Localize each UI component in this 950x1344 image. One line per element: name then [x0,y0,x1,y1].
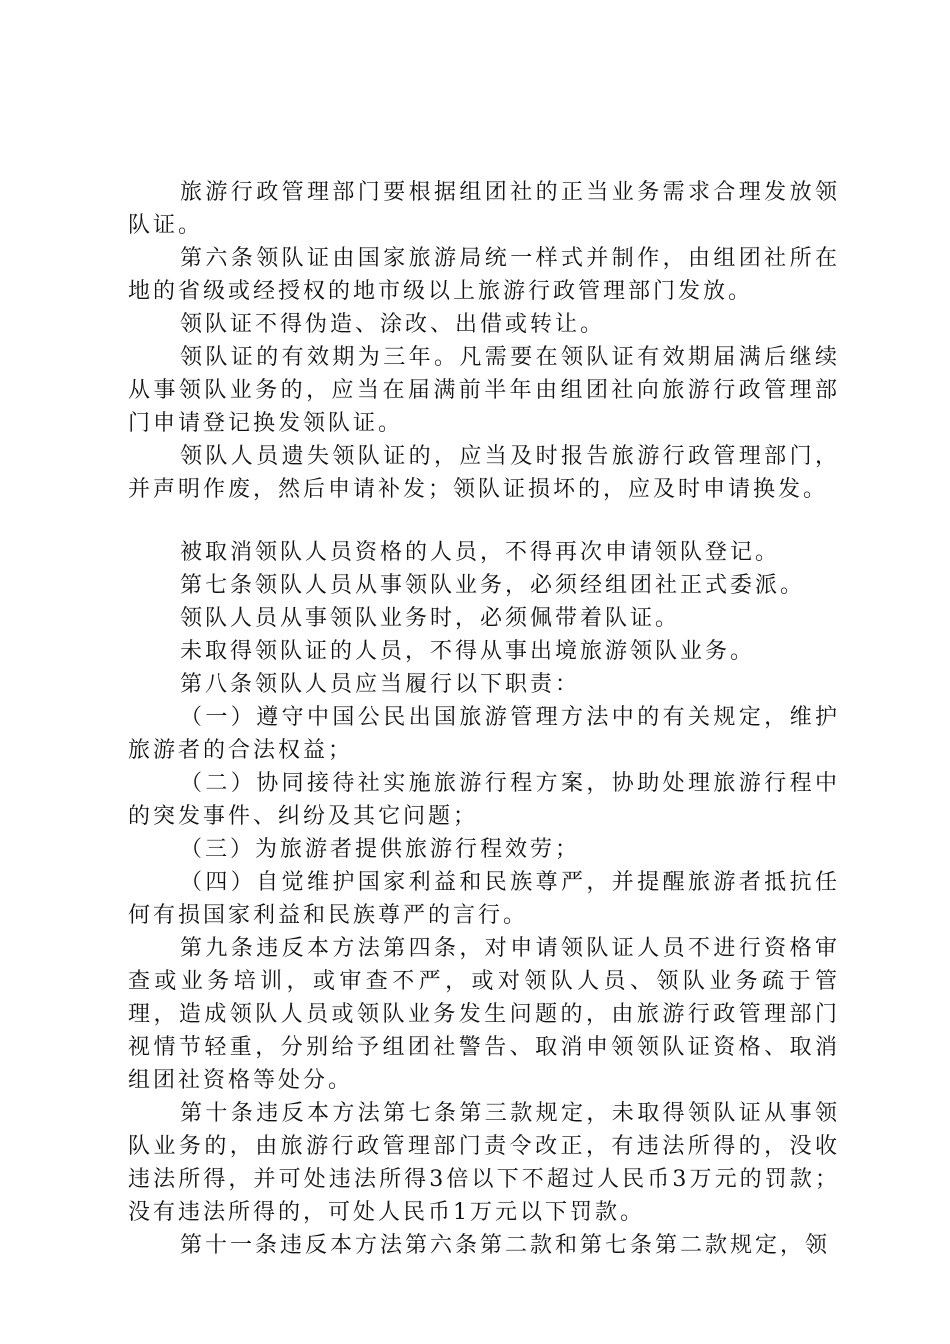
paragraph-10: 第八条领队人员应当履行以下职责： [180,672,581,697]
paragraph-2: 第六条领队证由国家旅游局统一样式并制作，由组团社所在地的省级或经授权的地市级以上旅游行政管理部门发放。 [128,246,840,304]
paragraph-1: 旅游行政管理部门要根据组团社的正当业务需求合理发放领队证。 [128,180,840,238]
paragraph-9: 未取得领队证的人员，不得从事出境旅游领队业务。 [180,639,756,664]
paragraph-7: 第七条领队人员从事领队业务，必须经组团社正式委派。 [180,573,806,598]
paragraph-6: 被取消领队人员资格的人员，不得再次申请领队登记。 [180,540,781,565]
paragraph-14: （四）自觉维护国家利益和民族尊严，并提醒旅游者抵抗任何有损国家利益和民族尊严的言行。 [128,870,840,928]
paragraph-3: 领队证不得伪造、涂改、出借或转让。 [180,312,606,337]
paragraph-17: 第十一条违反本方法第六条第二款和第七条第二款规定，领 [180,1233,831,1258]
paragraph-16: 第十条违反本方法第七条第三款规定，未取得领队证从事领队业务的，由旅游行政管理部门责令改正，有违法所得的，没收违法所得，并可处违法所得3倍以下不超过人民币3万元的罚款；没有违法所得的，可处人民币1万元以下罚款。 [128,1101,840,1225]
paragraph-11: （一）遵守中国公民出国旅游管理方法中的有关规定，维护旅游者的合法权益； [128,705,840,763]
paragraph-12: （二）协同接待社实施旅游行程方案，协助处理旅游行程中的突发事件、纠纷及其它问题； [128,771,840,829]
paragraph-5: 领队人员遗失领队证的，应当及时报告旅游行政管理部门，并声明作废，然后申请补发；领队证损坏的，应及时申请换发。 [128,444,840,502]
paragraph-15: 第九条违反本方法第四条，对申请领队证人员不进行资格审查或业务培训，或审查不严，或对领队人员、领队业务疏于管理，造成领队人员或领队业务发生问题的，由旅游行政管理部门视情节轻重，分别给予组团社警告、取消申领领队证资格、取消组团社资格等处分。 [128,936,840,1093]
paragraph-8: 领队人员从事领队业务时，必须佩带着队证。 [180,606,681,631]
paragraph-13: （三）为旅游者提供旅游行程效劳； [180,837,581,862]
paragraph-4: 领队证的有效期为三年。凡需要在领队证有效期届满后继续从事领队业务的，应当在届满前半年由组团社向旅游行政管理部门申请登记换发领队证。 [128,345,840,436]
document-body [128,176,840,1262]
